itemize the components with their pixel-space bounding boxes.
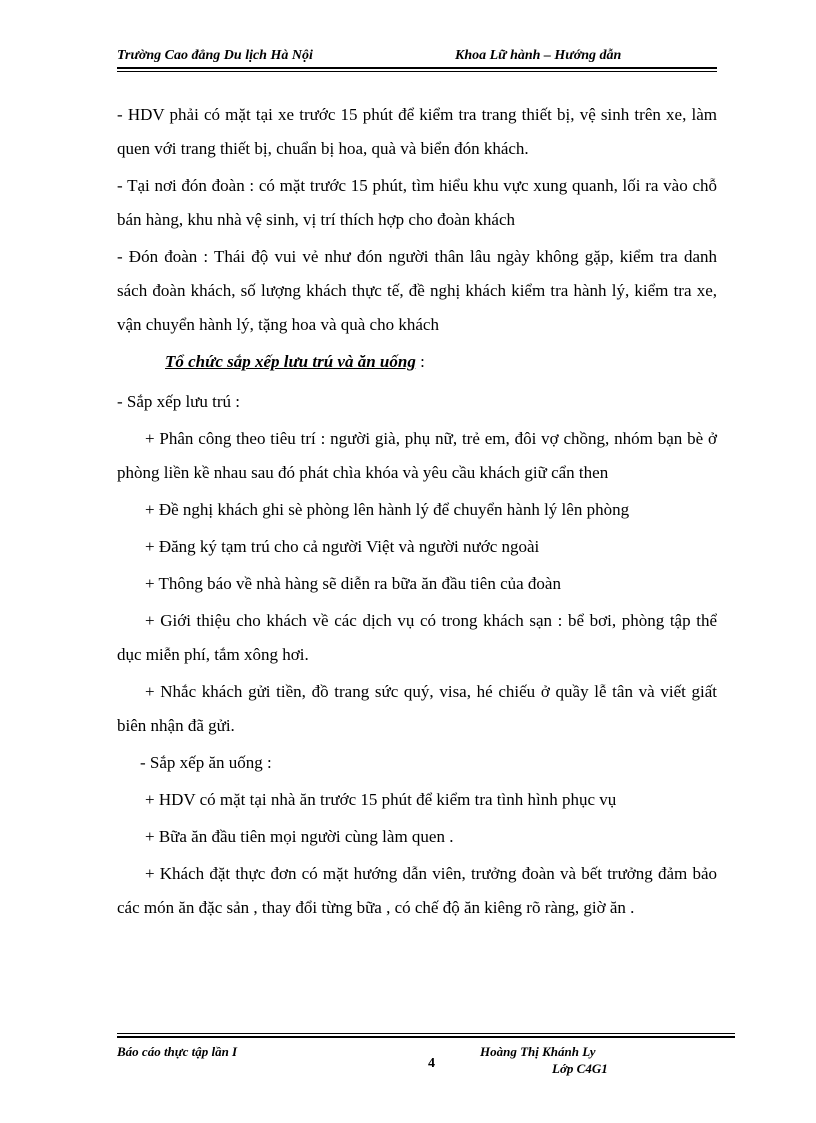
footer-author-name: Hoàng Thị Khánh Ly — [480, 1044, 596, 1059]
paragraph-dining-check: + HDV có mặt tại nhà ăn trước 15 phút để kiểm tra tình hình phục vụ — [145, 790, 617, 809]
paragraph-vehicle-check: - HDV phải có mặt tại xe trước 15 phút để kiểm tra trang thiết bị, vệ sinh trên xe, làm quen với trang thiết bị, chuẩn bị hoa, quà và biển đón khách. — [117, 105, 717, 158]
paragraph-room-assignment: + Phân công theo tiêu trí : người già, phụ nữ, trẻ em, đôi vợ chồng, nhóm bạn bè ở phòng liền kề nhau sau đó phát chìa khóa và yêu cầu khách giữ cẩn then — [117, 429, 717, 482]
paragraph-first-meal: + Thông báo về nhà hàng sẽ diễn ra bữa ăn đầu tiên của đoàn — [145, 574, 561, 593]
paragraph-pickup-location: - Tại nơi đón đoàn : có mặt trước 15 phút, tìm hiểu khu vực xung quanh, lối ra vào chỗ bán hàng, khu nhà vệ sinh, vị trí thích hợp cho đoàn khách — [117, 176, 717, 229]
paragraph-dining-title: - Sắp xếp ăn uống : — [140, 753, 272, 772]
header-rule-thick — [117, 67, 717, 69]
footer-rule-thin — [117, 1033, 735, 1034]
header-department: Khoa Lữ hành – Hướng dẫn — [455, 48, 622, 63]
paragraph-menu-order: + Khách đặt thực đơn có mặt hướng dẫn viên, trưởng đoàn và bết trưởng đảm bảo các món ăn đặc sản , thay đổi từng bữa , có chế độ ăn kiêng rõ ràng, giờ ăn . — [117, 864, 717, 917]
section-heading-colon: : — [415, 352, 425, 371]
paragraph-lodging-title: - Sắp xếp lưu trú : — [117, 392, 241, 411]
header-school-name: Trường Cao đẳng Du lịch Hà Nội — [117, 48, 313, 63]
section-heading-text: Tổ chức sắp xếp lưu trú và ăn uống — [165, 352, 416, 371]
paragraph-greeting-group: - Đón đoàn : Thái độ vui vẻ như đón người thân lâu ngày không gặp, kiểm tra danh sách đoàn khách, số lượng khách thực tế, đề nghị khách kiểm tra hành lý, kiểm tra xe, vận chuyển hành lý, tặng hoa và quà cho khách — [117, 247, 717, 334]
section-heading — [117, 345, 717, 379]
header-rule-thin — [117, 71, 717, 72]
footer-rule-thick — [117, 1036, 735, 1038]
paragraph-valuables: + Nhắc khách gửi tiền, đồ trang sức quý, visa, hé chiếu ở quầy lễ tân và viết giất biên nhận đã gửi. — [117, 682, 717, 735]
paragraph-hotel-services: + Giới thiệu cho khách về các dịch vụ có trong khách sạn : bể bơi, phòng tập thể dục miễn phí, tắm xông hơi. — [117, 611, 717, 664]
footer-report-title: Báo cáo thực tập lần I — [117, 1044, 238, 1059]
footer-class: Lớp C4G1 — [552, 1061, 608, 1076]
document-body — [117, 98, 717, 928]
page-number: 4 — [428, 1056, 435, 1071]
paragraph-registration: + Đăng ký tạm trú cho cả người Việt và người nước ngoài — [145, 537, 540, 556]
paragraph-first-meal-intro: + Bữa ăn đầu tiên mọi người cùng làm quen . — [145, 827, 454, 846]
paragraph-luggage-label: + Đề nghị khách ghi sè phòng lên hành lý để chuyển hành lý lên phòng — [145, 500, 630, 519]
